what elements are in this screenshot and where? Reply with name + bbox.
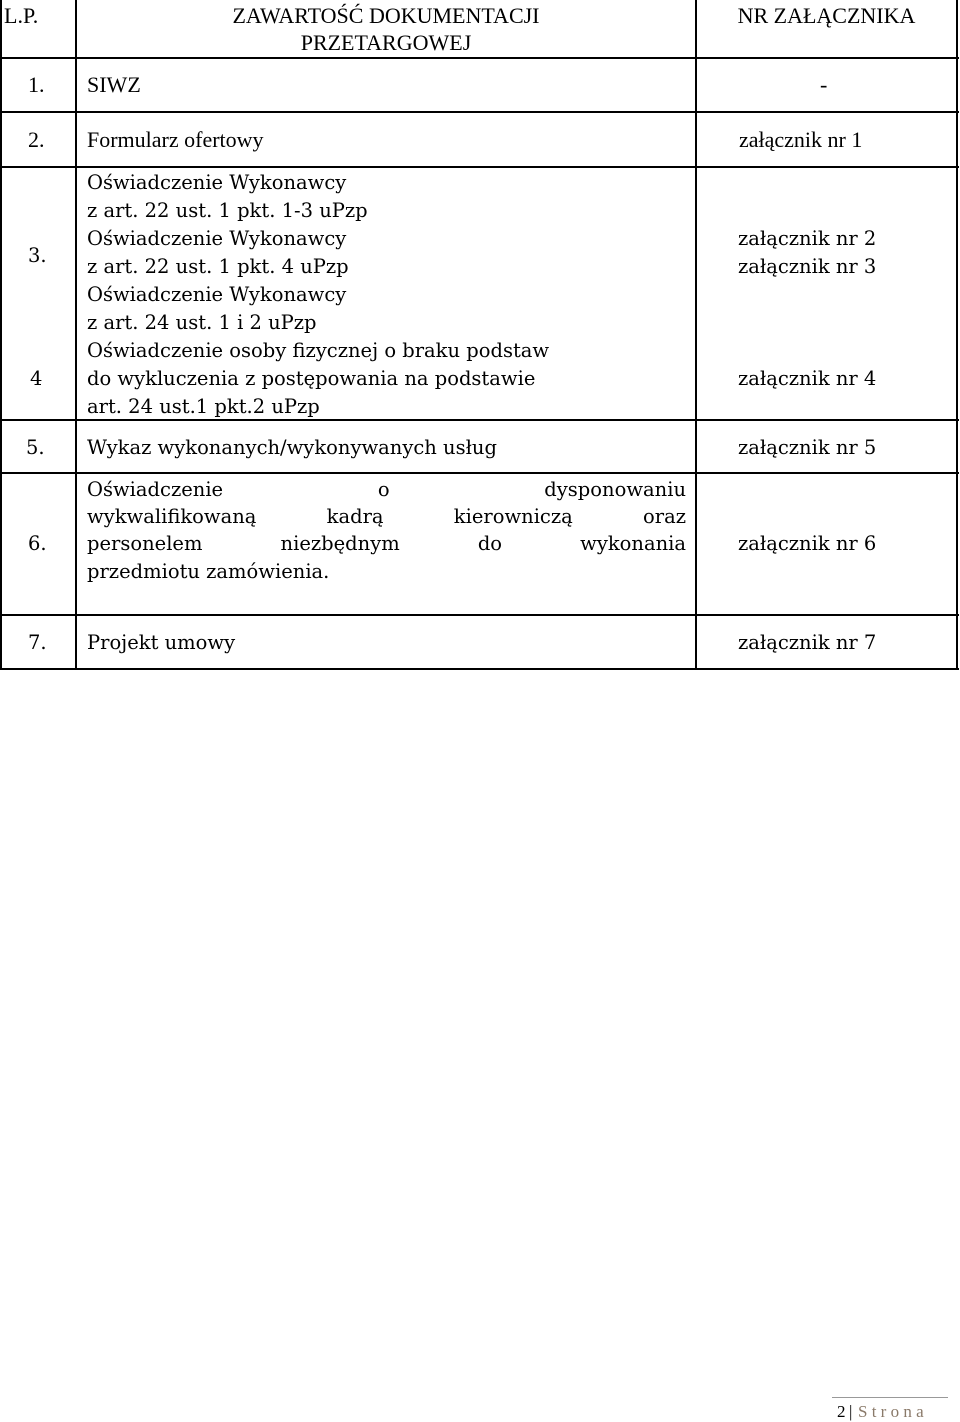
page-separator: |	[849, 1402, 853, 1421]
row-attachment: -	[820, 72, 828, 97]
header-content-line1: ZAWARTOŚĆ DOKUMENTACJI	[232, 3, 540, 28]
row-content-line: z art. 22 ust. 1 pkt. 1-3 uPzp	[87, 199, 368, 222]
row-lp: 6.	[28, 532, 47, 555]
row-attachment: załącznik nr 3	[738, 255, 877, 278]
row-divider	[0, 472, 959, 474]
column-divider-lp	[75, 0, 77, 670]
row-content-line: wykwalifikowaną kadrą kierowniczą oraz	[87, 505, 686, 528]
row-content-line: Oświadczenie osoby fizycznej o braku podstaw	[87, 339, 550, 362]
row-content-line: przedmiotu zamówienia.	[87, 560, 330, 583]
row-content: SIWZ	[87, 72, 141, 97]
row-content-line: art. 24 ust.1 pkt.2 uPzp	[87, 395, 320, 418]
row-lp: 2.	[28, 127, 45, 152]
row-lp: 1.	[28, 72, 45, 97]
table-border-right	[956, 0, 958, 670]
row-content: Wykaz wykonanych/wykonywanych usług	[87, 436, 497, 459]
table-border-left	[0, 0, 2, 670]
row-content-line: Oświadczenie Wykonawcy	[87, 227, 347, 250]
row-attachment: załącznik nr 1	[739, 127, 863, 152]
header-attachment: NR ZAŁĄCZNIKA	[737, 3, 916, 28]
row-content: Formularz ofertowy	[87, 127, 264, 152]
row-attachment: załącznik nr 2	[738, 227, 877, 250]
footer-divider	[832, 1397, 948, 1398]
table-border-bottom	[0, 668, 959, 670]
header-lp: L.P.	[4, 3, 39, 28]
row-attachment: załącznik nr 6	[738, 532, 877, 555]
page-number: 2	[837, 1402, 846, 1421]
row-attachment: załącznik nr 4	[738, 367, 877, 390]
row-content-line: personelem niezbędnym do wykonania	[87, 532, 686, 555]
row-content-line: Oświadczenie Wykonawcy	[87, 283, 347, 306]
row-content-line: Oświadczenie Wykonawcy	[87, 171, 347, 194]
column-divider-attachment	[695, 0, 697, 670]
row-content: Projekt umowy	[87, 631, 236, 654]
row-divider	[0, 57, 959, 59]
row-attachment: załącznik nr 5	[738, 436, 877, 459]
row-lp: 5.	[26, 436, 45, 459]
row-content-line: do wykluczenia z postępowania na podstawie	[87, 367, 536, 390]
row-lp: 7.	[28, 631, 47, 654]
row-content-line: z art. 22 ust. 1 pkt. 4 uPzp	[87, 255, 349, 278]
header-content-line2: PRZETARGOWEJ	[300, 30, 472, 55]
row-divider	[0, 111, 959, 113]
row-attachment: załącznik nr 7	[738, 631, 877, 654]
row-content-line: Oświadczenie o dysponowaniu	[87, 478, 686, 501]
page-label: S t r o n a	[858, 1402, 924, 1421]
row-lp: 4	[30, 367, 43, 390]
row-divider	[0, 614, 959, 616]
row-content-line: z art. 24 ust. 1 i 2 uPzp	[87, 311, 317, 334]
row-divider	[0, 166, 959, 168]
row-lp: 3.	[28, 244, 47, 267]
